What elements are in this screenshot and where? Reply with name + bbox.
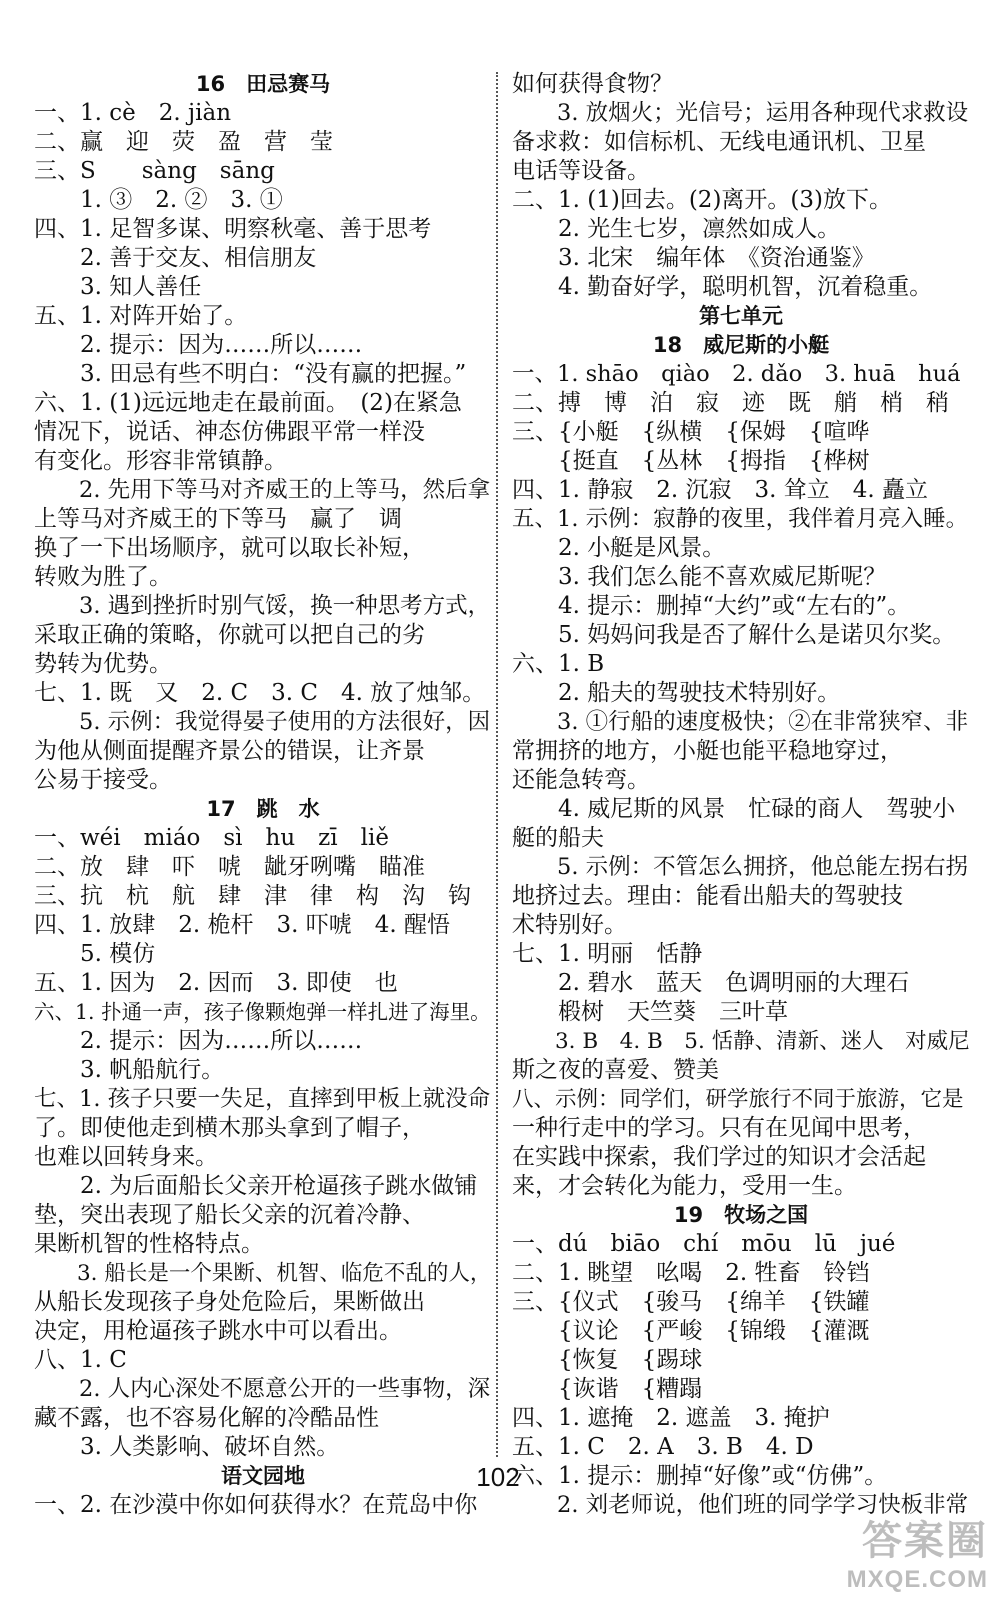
- answer-line: 六、1. B: [512, 651, 605, 677]
- answer-line: 二、放 肆 吓 唬 龇牙咧嘴 瞄准: [34, 854, 425, 880]
- answer-line: 上等马对齐威王的下等马 赢了 调: [34, 506, 402, 532]
- answer-line: 3. 人类影响、破坏自然。: [34, 1434, 340, 1460]
- answer-line: 4. 提示：删掉“大约”或“左右的”。: [512, 593, 911, 619]
- watermark-site-text: MXQE.COM: [846, 1566, 988, 1593]
- answer-line: 3. 田忌有些不明白：“没有赢的把握。”: [34, 361, 467, 387]
- watermark: [847, 1509, 988, 1594]
- answer-line: 3. 北宋 编年体 《资治通鉴》: [512, 245, 875, 271]
- section-heading: 16 田忌赛马: [195, 72, 331, 96]
- answer-line: {议论 {严峻 {锦缎 {灌溉: [512, 1318, 870, 1344]
- section-heading: 第七单元: [699, 304, 783, 328]
- answer-line: 藏不露，也不容易化解的冷酷品性: [34, 1405, 379, 1431]
- answer-line: 二、赢 迎 荧 盈 营 莹: [34, 129, 333, 155]
- answer-line: 1. ③ 2. ② 3. ①: [34, 187, 283, 213]
- answer-line: 七、1. 孩子只要一失足，直摔到甲板上就没命: [34, 1086, 491, 1112]
- answer-line: 2. 船夫的驾驶技术特别好。: [512, 680, 841, 706]
- answer-line: 备求救：如信标机、无线电通讯机、卫星: [512, 129, 926, 155]
- answer-line: 如何获得食物？: [512, 71, 673, 97]
- answer-line: 有变化。形容非常镇静。: [34, 448, 287, 474]
- answer-line: 一、dú biāo chí mōu lū jué: [512, 1231, 896, 1257]
- answer-line: 斯之夜的喜爱、赞美: [512, 1057, 719, 1083]
- answer-line: 5. 示例：我觉得晏子使用的方法很好，因: [34, 709, 491, 735]
- answer-line: 也难以回转身来。: [34, 1144, 218, 1170]
- answer-line: 3. ①行船的速度极快；②在非常狭窄、非: [512, 709, 969, 735]
- column-divider: [496, 72, 498, 1457]
- watermark-logo-text: 答案圈: [862, 1519, 988, 1563]
- answer-line: 四、1. 静寂 2. 沉寂 3. 耸立 4. 矗立: [512, 477, 929, 503]
- answer-line: 地挤过去。理由：能看出船夫的驾驶技: [512, 883, 903, 909]
- answer-line: 2. 碧水 蓝天 色调明丽的大理石: [512, 970, 910, 996]
- section-heading: 19 牧场之国: [673, 1203, 809, 1227]
- answer-line: 一、2. 在沙漠中你如何获得水？在荒岛中你: [34, 1492, 478, 1518]
- answer-line: 七、1. 既 又 2. C 3. C 4. 放了烛邹。: [34, 680, 486, 706]
- section-heading: 18 威尼斯的小艇: [652, 333, 830, 357]
- section-heading: 17 跳 水: [206, 797, 320, 821]
- answer-line: 五、1. 因为 2. 因而 3. 即使 也: [34, 970, 398, 996]
- answer-line: 艇的船夫: [512, 825, 604, 851]
- answer-line: 椴树 天竺葵 三叶草: [512, 999, 788, 1025]
- answer-line: 2. 提示：因为……所以……: [34, 332, 363, 358]
- answer-line: 2. 先用下等马对齐威王的上等马，然后拿: [34, 477, 491, 503]
- answer-line: 在实践中探索，我们学过的知识才会活起: [512, 1144, 926, 1170]
- answer-line: 七、1. 明丽 恬静: [512, 941, 703, 967]
- answer-line: 五、1. 示例：寂静的夜里，我伴着月亮入睡。: [512, 506, 969, 532]
- answer-line: 垫，突出表现了船长父亲的沉着冷静、: [34, 1202, 425, 1228]
- answer-line: 2. 为后面船长父亲开枪逼孩子跳水做铺: [34, 1173, 478, 1199]
- answer-line: 二、1. 眺望 吆喝 2. 牲畜 铃铛: [512, 1260, 870, 1286]
- answer-line: 一种行走中的学习。只有在见闻中思考，: [512, 1115, 926, 1141]
- answer-line: 电话等设备。: [512, 158, 650, 184]
- answer-line: 一、1. cè 2. jiàn: [34, 100, 232, 126]
- answer-line: 三、S sàng sāng: [34, 158, 275, 184]
- answer-line: 二、搏 博 泊 寂 迹 既 艄 梢 稍: [512, 390, 949, 416]
- answer-line: 3. 帆船航行。: [34, 1057, 225, 1083]
- answer-line: 三、{仪式 {骏马 {绵羊 {铁罐: [512, 1289, 870, 1315]
- answer-line: 二、1. (1)回去。(2)离开。(3)放下。: [512, 187, 892, 213]
- answer-line: 3. 船长是一个果断、机智、临危不乱的人，: [34, 1261, 492, 1286]
- answer-line: 3. B 4. B 5. 恬静、清新、迷人 对威尼: [512, 1029, 970, 1054]
- answer-line: 换了一下出场顺序，就可以取长补短，: [34, 535, 425, 561]
- answer-line: 采取正确的策略，你就可以把自己的劣: [34, 622, 425, 648]
- answer-line: 4. 威尼斯的风景 忙碌的商人 驾驶小: [512, 796, 956, 822]
- answer-line: 2. 光生七岁，凛然如成人。: [512, 216, 841, 242]
- answer-line: 四、1. 放肆 2. 桅杆 3. 吓唬 4. 醒悟: [34, 912, 451, 938]
- answer-line: 四、1. 足智多谋、明察秋毫、善于思考: [34, 216, 432, 242]
- answer-line: {恢复 {踢球: [512, 1347, 703, 1373]
- answer-line: 5. 妈妈问我是否了解什么是诺贝尔奖。: [512, 622, 956, 648]
- answer-line: 五、1. 对阵开始了。: [34, 303, 248, 329]
- answer-line: 3. 我们怎么能不喜欢威尼斯呢？: [512, 564, 887, 590]
- answer-line: 六、1. 提示：删掉“好像”或“仿佛”。: [512, 1463, 888, 1489]
- answer-line: 转败为胜了。: [34, 564, 172, 590]
- answer-line: 5. 示例：不管怎么拥挤，他总能左拐右拐: [512, 854, 969, 880]
- answer-line: 2. 人内心深处不愿意公开的一些事物，深: [34, 1376, 491, 1402]
- answer-line: 2. 小艇是风景。: [512, 535, 726, 561]
- answer-line: 果断机智的性格特点。: [34, 1231, 264, 1257]
- answer-line: 势转为优势。: [34, 651, 172, 677]
- answer-line: 2. 提示：因为……所以……: [34, 1028, 363, 1054]
- answer-line: 来，才会转化为能力，受用一生。: [512, 1173, 857, 1199]
- answer-line: 三、{小艇 {纵横 {保姆 {喧哗: [512, 419, 870, 445]
- answer-line: 2. 刘老师说，他们班的同学学习快板非常: [512, 1492, 969, 1518]
- answer-line: 决定，用枪逼孩子跳水中可以看出。: [34, 1318, 402, 1344]
- answer-line: 八、1. C: [34, 1347, 127, 1373]
- answer-line: 3. 放烟火；光信号；运用各种现代求救设: [512, 100, 969, 126]
- right-column: [512, 70, 970, 1520]
- left-column: [34, 70, 492, 1520]
- answer-line: 一、1. shāo qiào 2. dǎo 3. huā huá: [512, 361, 961, 387]
- answer-line: 从船长发现孩子身处危险后，果断做出: [34, 1289, 425, 1315]
- answer-line: 术特别好。: [512, 912, 627, 938]
- answer-line: 3. 遇到挫折时别气馁，换一种思考方式，: [34, 593, 491, 619]
- answer-line: 5. 模仿: [34, 941, 156, 967]
- answer-line: 公易于接受。: [34, 767, 172, 793]
- answer-line: 2. 善于交友、相信朋友: [34, 245, 317, 271]
- answer-line: 一、wéi miáo sì hu zī liě: [34, 825, 389, 851]
- section-heading: 语文园地: [221, 1464, 305, 1488]
- answer-line: 六、1. 扑通一声，孩子像颗炮弹一样扎进了海里。: [34, 1000, 491, 1024]
- answer-line: {诙谐 {糟蹋: [512, 1376, 703, 1402]
- answer-line: 六、1. (1)远远地走在最前面。 (2)在紧急: [34, 390, 462, 416]
- answer-line: 还能急转弯。: [512, 767, 650, 793]
- answer-line: 了。即使他走到横木那头拿到了帽子，: [34, 1115, 425, 1141]
- answer-line: 三、抗 杭 航 肆 津 律 构 沟 钩: [34, 883, 471, 909]
- answer-line: 常拥挤的地方，小艇也能平稳地穿过，: [512, 738, 903, 764]
- page-number: 102: [476, 1462, 520, 1492]
- answer-line: 四、1. 遮掩 2. 遮盖 3. 掩护: [512, 1405, 830, 1431]
- answer-line: 情况下，说话、神态仿佛跟平常一样没: [34, 419, 425, 445]
- answer-line: 为他从侧面提醒齐景公的错误，让齐景: [34, 738, 425, 764]
- answer-line: 4. 勤奋好学，聪明机智，沉着稳重。: [512, 274, 933, 300]
- answer-line: 五、1. C 2. A 3. B 4. D: [512, 1434, 814, 1460]
- answer-line: {挺直 {丛林 {拇指 {桦树: [512, 448, 870, 474]
- answer-line: 3. 知人善任: [34, 274, 202, 300]
- answer-line: 八、示例：同学们，研学旅行不同于旅游，它是: [512, 1087, 964, 1112]
